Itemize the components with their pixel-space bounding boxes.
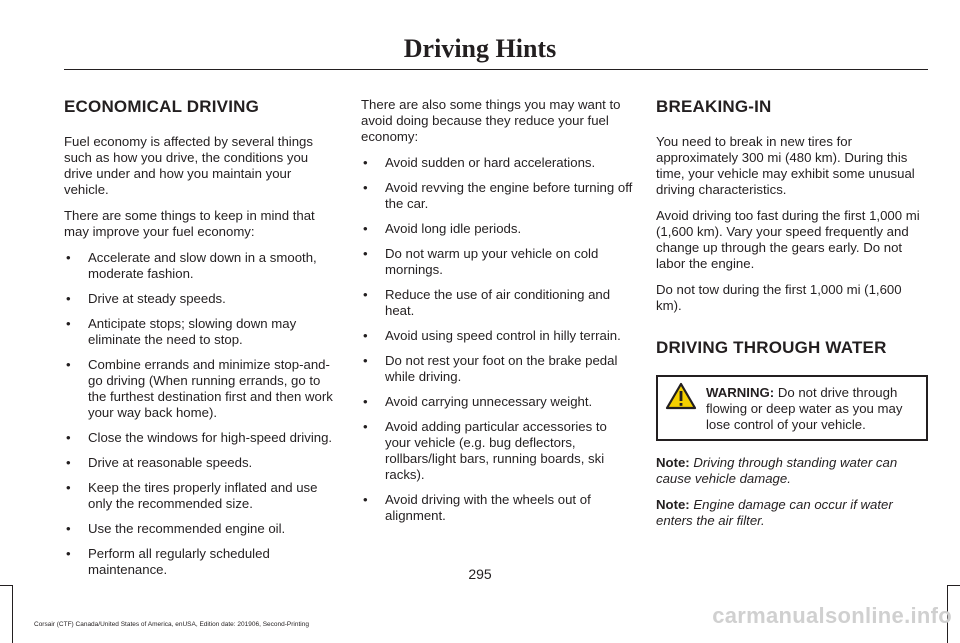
crop-mark-left-horizontal <box>0 585 13 586</box>
list-item: • Drive at reasonable speeds. <box>64 455 336 471</box>
paragraph: There are also some things you may want to avoid doing because they reduce your fuel economy: <box>361 97 621 144</box>
edition-footer: Corsair (CTF) Canada/United States of America, enUSA, Edition date: 201906, Second-Printing <box>34 621 309 628</box>
warning-text <box>666 385 918 433</box>
list-item: • Anticipate stops; slowing down may eliminate the need to stop. <box>64 316 336 348</box>
warning-label: WARNING: <box>706 385 775 400</box>
list-item: • Avoid using speed control in hilly terrain. <box>361 328 633 344</box>
note <box>656 497 928 529</box>
note-text: Engine damage can occur if water enters the air filter. <box>656 497 893 528</box>
warning-box <box>656 375 928 441</box>
note <box>656 455 928 487</box>
list-item: • Avoid sudden or hard accelerations. <box>361 155 633 171</box>
list-item: • Avoid driving with the wheels out of alignment. <box>361 492 633 524</box>
note-text: Driving through standing water can cause vehicle damage. <box>656 455 898 486</box>
paragraph: Fuel economy is affected by several things such as how you drive, the conditions you drive under and how you maintain your vehicle. <box>64 134 313 197</box>
paragraph: Do not tow during the first 1,000 mi (1,600 km). <box>656 282 902 313</box>
section-heading-driving-through-water: DRIVING THROUGH WATER <box>656 338 887 357</box>
list-item: • Avoid carrying unnecessary weight. <box>361 394 633 410</box>
list-item: • Avoid adding particular accessories to your vehicle (e.g. bug deflectors, rollbars/light bars, running boards, ski racks). <box>361 419 633 483</box>
list-item: • Accelerate and slow down in a smooth, moderate fashion. <box>64 250 336 282</box>
page-number: 295 <box>468 566 492 582</box>
column-avoid-list <box>361 97 633 533</box>
list-item: • Use the recommended engine oil. <box>64 521 336 537</box>
paragraph: There are some things to keep in mind that may improve your fuel economy: <box>64 208 315 239</box>
list-item: • Perform all regularly scheduled maintenance. <box>64 546 336 578</box>
crop-mark-left-vertical <box>12 585 13 643</box>
list-item: • Combine errands and minimize stop-and-go driving (When running errands, go to the furthest destination first and then work your way back home). <box>64 357 336 421</box>
list-item: • Do not warm up your vehicle on cold mornings. <box>361 246 633 278</box>
list-item: • Do not rest your foot on the brake pedal while driving. <box>361 353 633 385</box>
list-item: • Keep the tires properly inflated and use only the recommended size. <box>64 480 336 512</box>
warning-triangle-icon <box>665 382 697 410</box>
warning-body: Do not drive through flowing or deep water as you may lose control of your vehicle. <box>706 385 903 432</box>
section-heading-breaking-in: BREAKING-IN <box>656 97 772 116</box>
bullet-list-avoid <box>361 155 633 524</box>
crop-mark-right-horizontal <box>947 585 960 586</box>
paragraph: You need to break in new tires for approximately 300 mi (480 km). During this time, your vehicle may exhibit some unusual driving characteristics. <box>656 134 915 197</box>
watermark: carmanualsonline.info <box>712 603 952 628</box>
bullet-list-tips <box>64 250 336 578</box>
column-breaking-in <box>656 97 928 539</box>
list-item: • Close the windows for high-speed driving. <box>64 430 336 446</box>
note-label: Note: <box>656 455 690 470</box>
note-label: Note: <box>656 497 690 512</box>
list-item: • Drive at steady speeds. <box>64 291 336 307</box>
list-item: • Avoid long idle periods. <box>361 221 633 237</box>
list-item: • Reduce the use of air conditioning and heat. <box>361 287 633 319</box>
list-item: • Avoid revving the engine before turning off the car. <box>361 180 633 212</box>
section-heading-economical-driving: ECONOMICAL DRIVING <box>64 97 260 116</box>
header-divider <box>64 69 928 70</box>
page-title: Driving Hints <box>403 34 557 63</box>
column-economical-driving <box>64 97 336 587</box>
paragraph: Avoid driving too fast during the first 1,000 mi (1,600 km). Vary your speed frequently and change up through the gears early. Do not labor the engine. <box>656 208 920 271</box>
